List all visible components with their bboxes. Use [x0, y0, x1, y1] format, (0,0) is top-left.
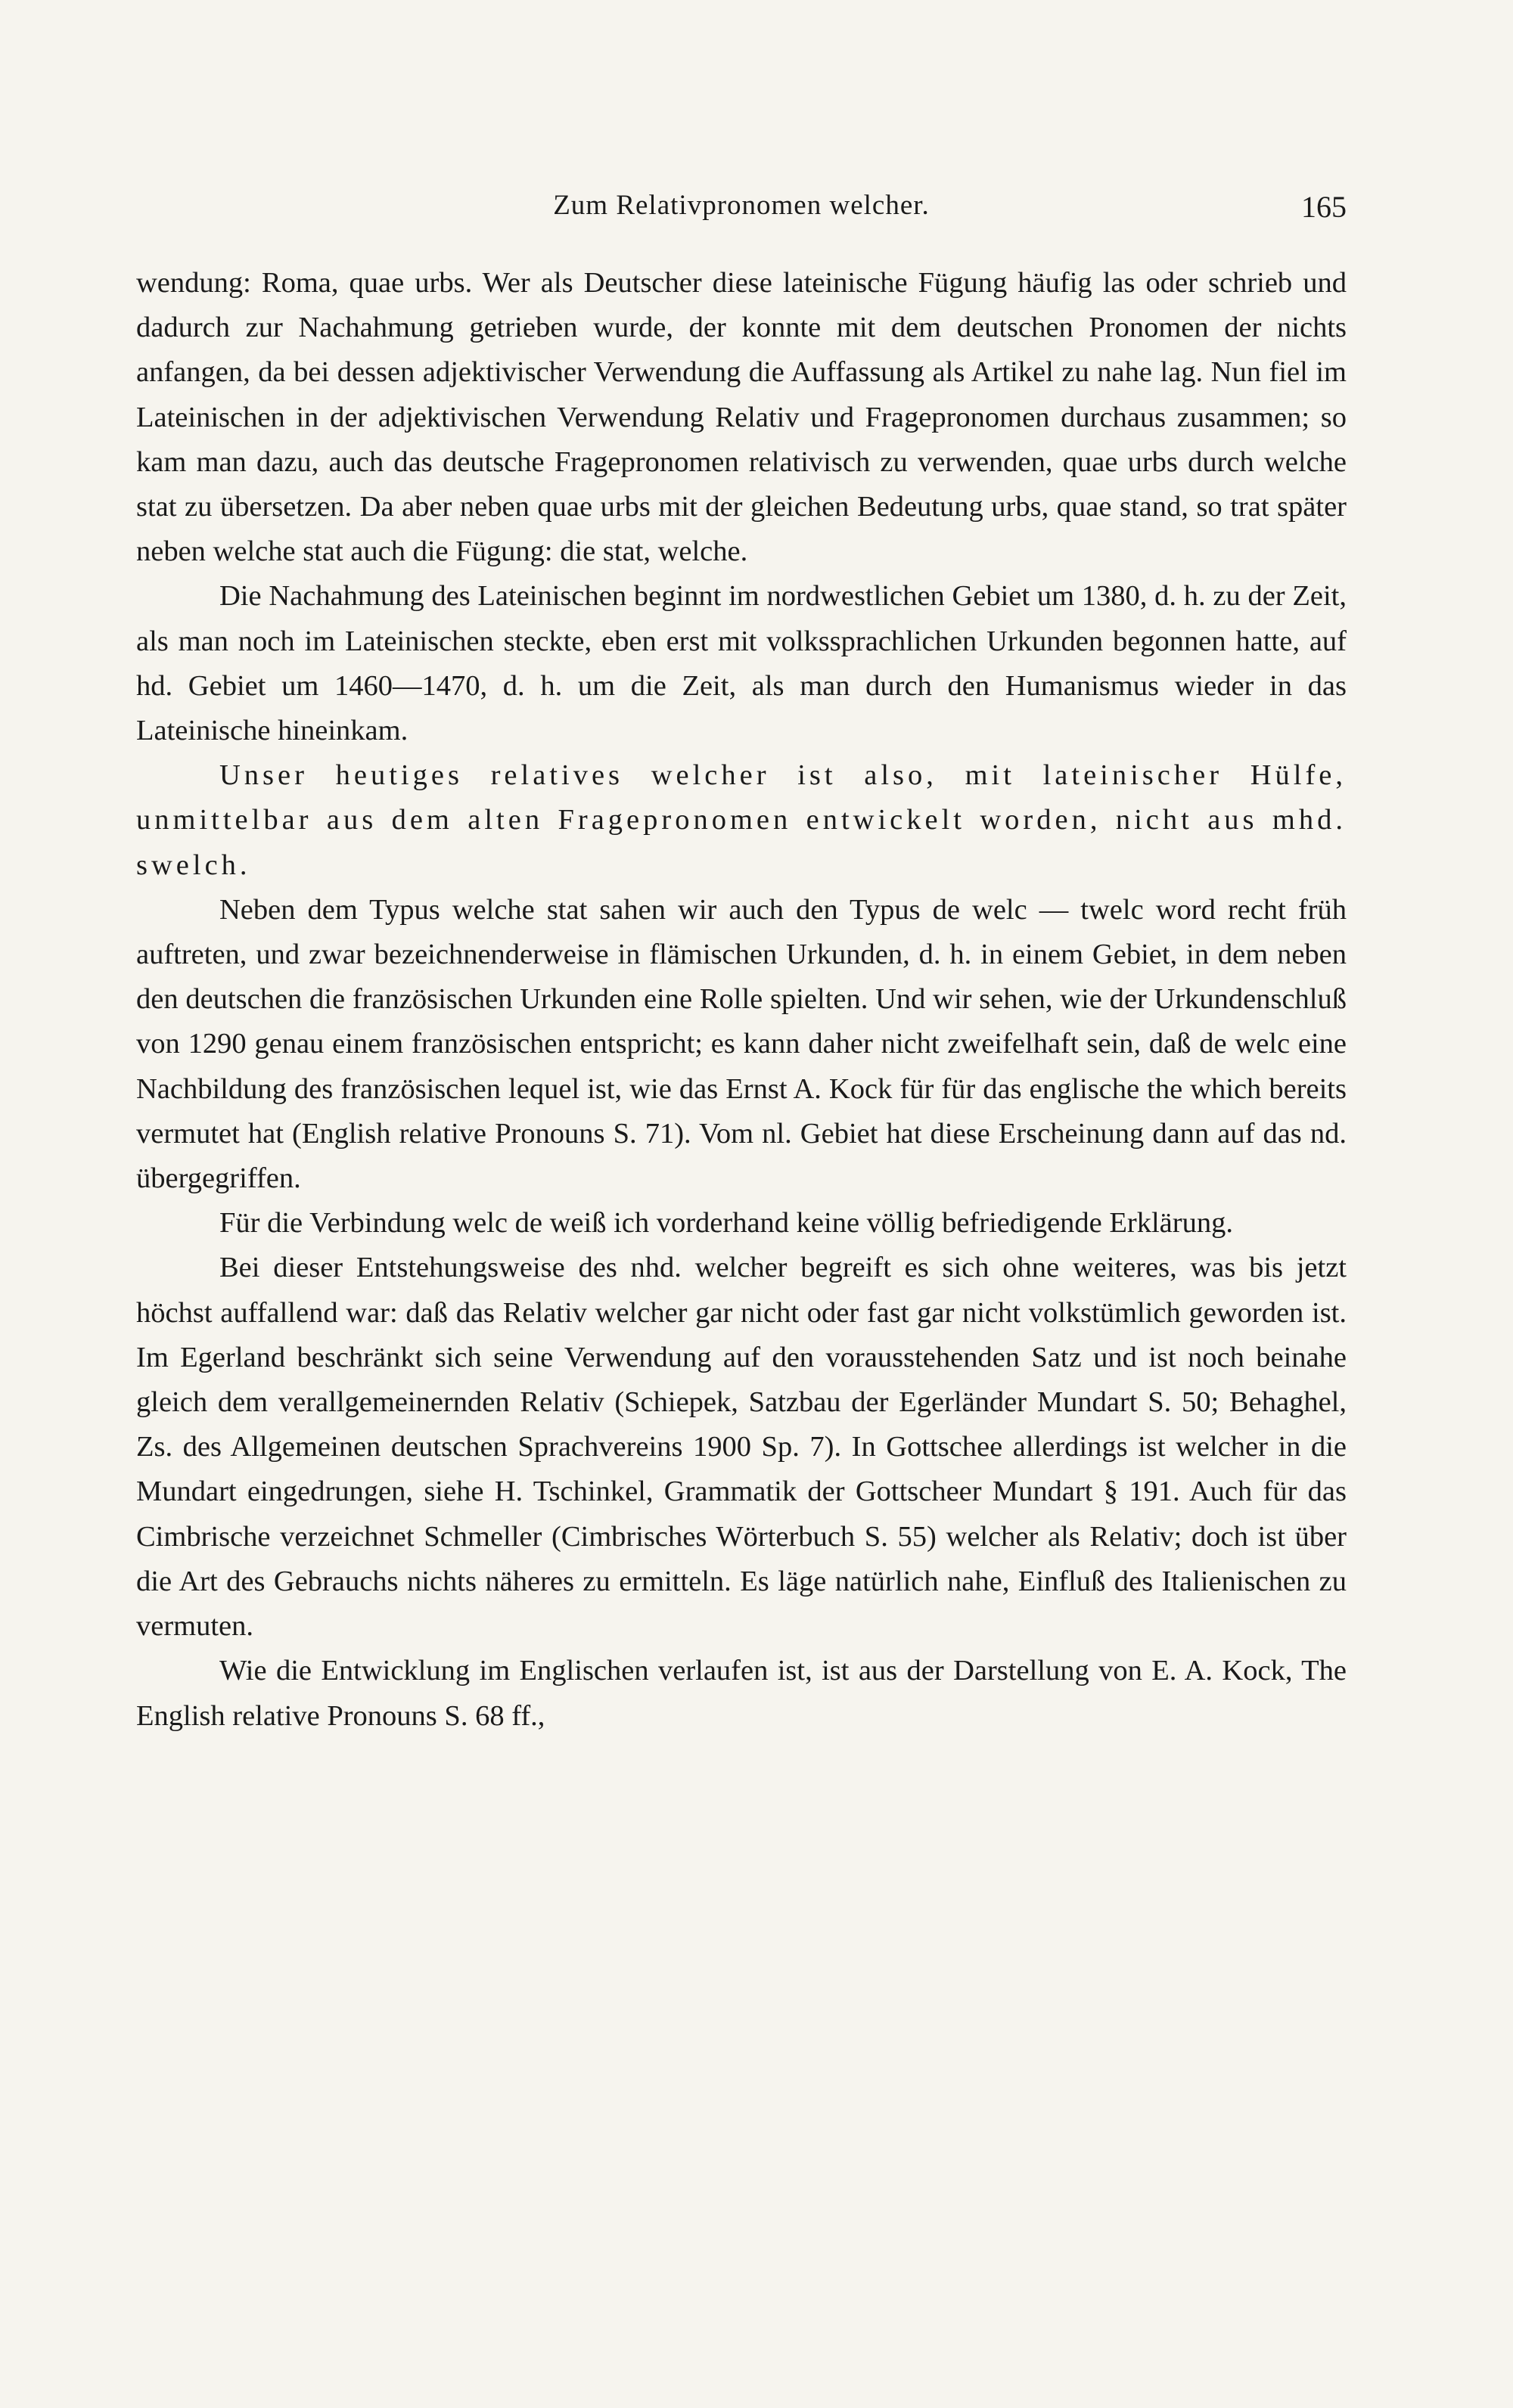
- paragraph-imitation-of-latin: Die Nachahmung des Lateinischen beginnt im nordwestlichen Gebiet um 1380, d. h. zu der Zeit, als man noch im Lateinischen steckte, eben erst mit volkssprachlichen Urkunden begonnen hatte, auf hd. Gebiet um 1460—1470, d. h. um die Zeit, als man durch den Humanismus wieder in das Lateinische hineinkam.: [136, 580, 1347, 747]
- paragraph-continuation: wendung: Roma, quae urbs. Wer als Deutscher diese lateinische Fügung häufig las oder schrieb und dadurch zur Nachahmung getrieben wurde, der konnte mit dem deutschen Pronomen der nichts anfangen, da bei dessen adjektivischer Verwendung die Auffassung als Artikel zu nahe lag. Nun fiel im Lateinischen in der adjektivischen Verwendung Relativ und Fragepronomen durchaus zusammen; so kam man dazu, auch das deutsche Fragepronomen relativisch zu verwenden, quae urbs durch welche stat zu übersetzen. Da aber neben quae urbs mit der gleichen Bedeutung urbs, quae stand, so trat später neben welche stat auch die Fügung: die stat, welche.: [136, 267, 1347, 568]
- paragraph-type-de-welc: Neben dem Typus welche stat sahen wir auch den Typus de welc — twelc word recht früh auftreten, und zwar bezeichnenderweise in flämischen Urkunden, d. h. in einem Gebiet, in dem neben den deutschen die französischen Urkunden eine Rolle spielten. Und wir sehen, wie der Urkundenschluß von 1290 genau einem französischen entspricht; es kann daher nicht zweifelhaft sein, daß de welc eine Nachbildung des französischen lequel ist, wie das Ernst A. Kock für für das englische the which bereits vermutet hat (English relative Pronouns S. 71). Vom nl. Gebiet hat diese Erscheinung dann auf das nd. übergegriffen.: [136, 893, 1347, 1195]
- page-number: 165: [1301, 190, 1347, 224]
- paragraph-welc-de: Für die Verbindung welc de weiß ich vorderhand keine völlig befriedigende Erklärung.: [219, 1207, 1233, 1240]
- paragraph-dialects: Bei dieser Entstehungsweise des nhd. welcher begreift es sich ohne weiteres, was bis jetzt höchst auffallend war: daß das Relativ welcher gar nicht oder fast gar nicht volkstümlich geworden ist. Im Egerland beschränkt sich seine Verwendung auf den vorausstehenden Satz und ist noch beinahe gleich dem verallgemeinernden Relativ (Schiepek, Satzbau der Egerländer Mundart S. 50; Behaghel, Zs. des Allgemeinen deutschen Sprachvereins 1900 Sp. 7). In Gottschee allerdings ist welcher in die Mundart eingedrungen, siehe H. Tschinkel, Grammatik der Gottscheer Mundart § 191. Auch für das Cimbrische verzeichnet Schmeller (Cimbrisches Wörterbuch S. 55) welcher als Relativ; doch ist über die Art des Gebrauchs nichts näheres zu ermitteln. Es läge natürlich nahe, Einfluß des Italienischen zu vermuten.: [136, 1252, 1347, 1643]
- paragraph-english-development: Wie die Entwicklung im Englischen verlaufen ist, ist aus der Darstellung von E. A. Kock, The English relative Pronouns S. 68 ff.,: [136, 1655, 1347, 1732]
- body-text: [136, 261, 1347, 1739]
- running-title: Zum Relativpronomen welcher.: [553, 190, 930, 221]
- paragraph-conclusion-emphasized: Unser heutiges relatives welcher ist also, mit lateinischer Hülfe, unmittelbar aus dem alten Fragepronomen entwickelt worden, nicht aus mhd. swelch.: [136, 759, 1347, 881]
- running-head: [136, 189, 1347, 234]
